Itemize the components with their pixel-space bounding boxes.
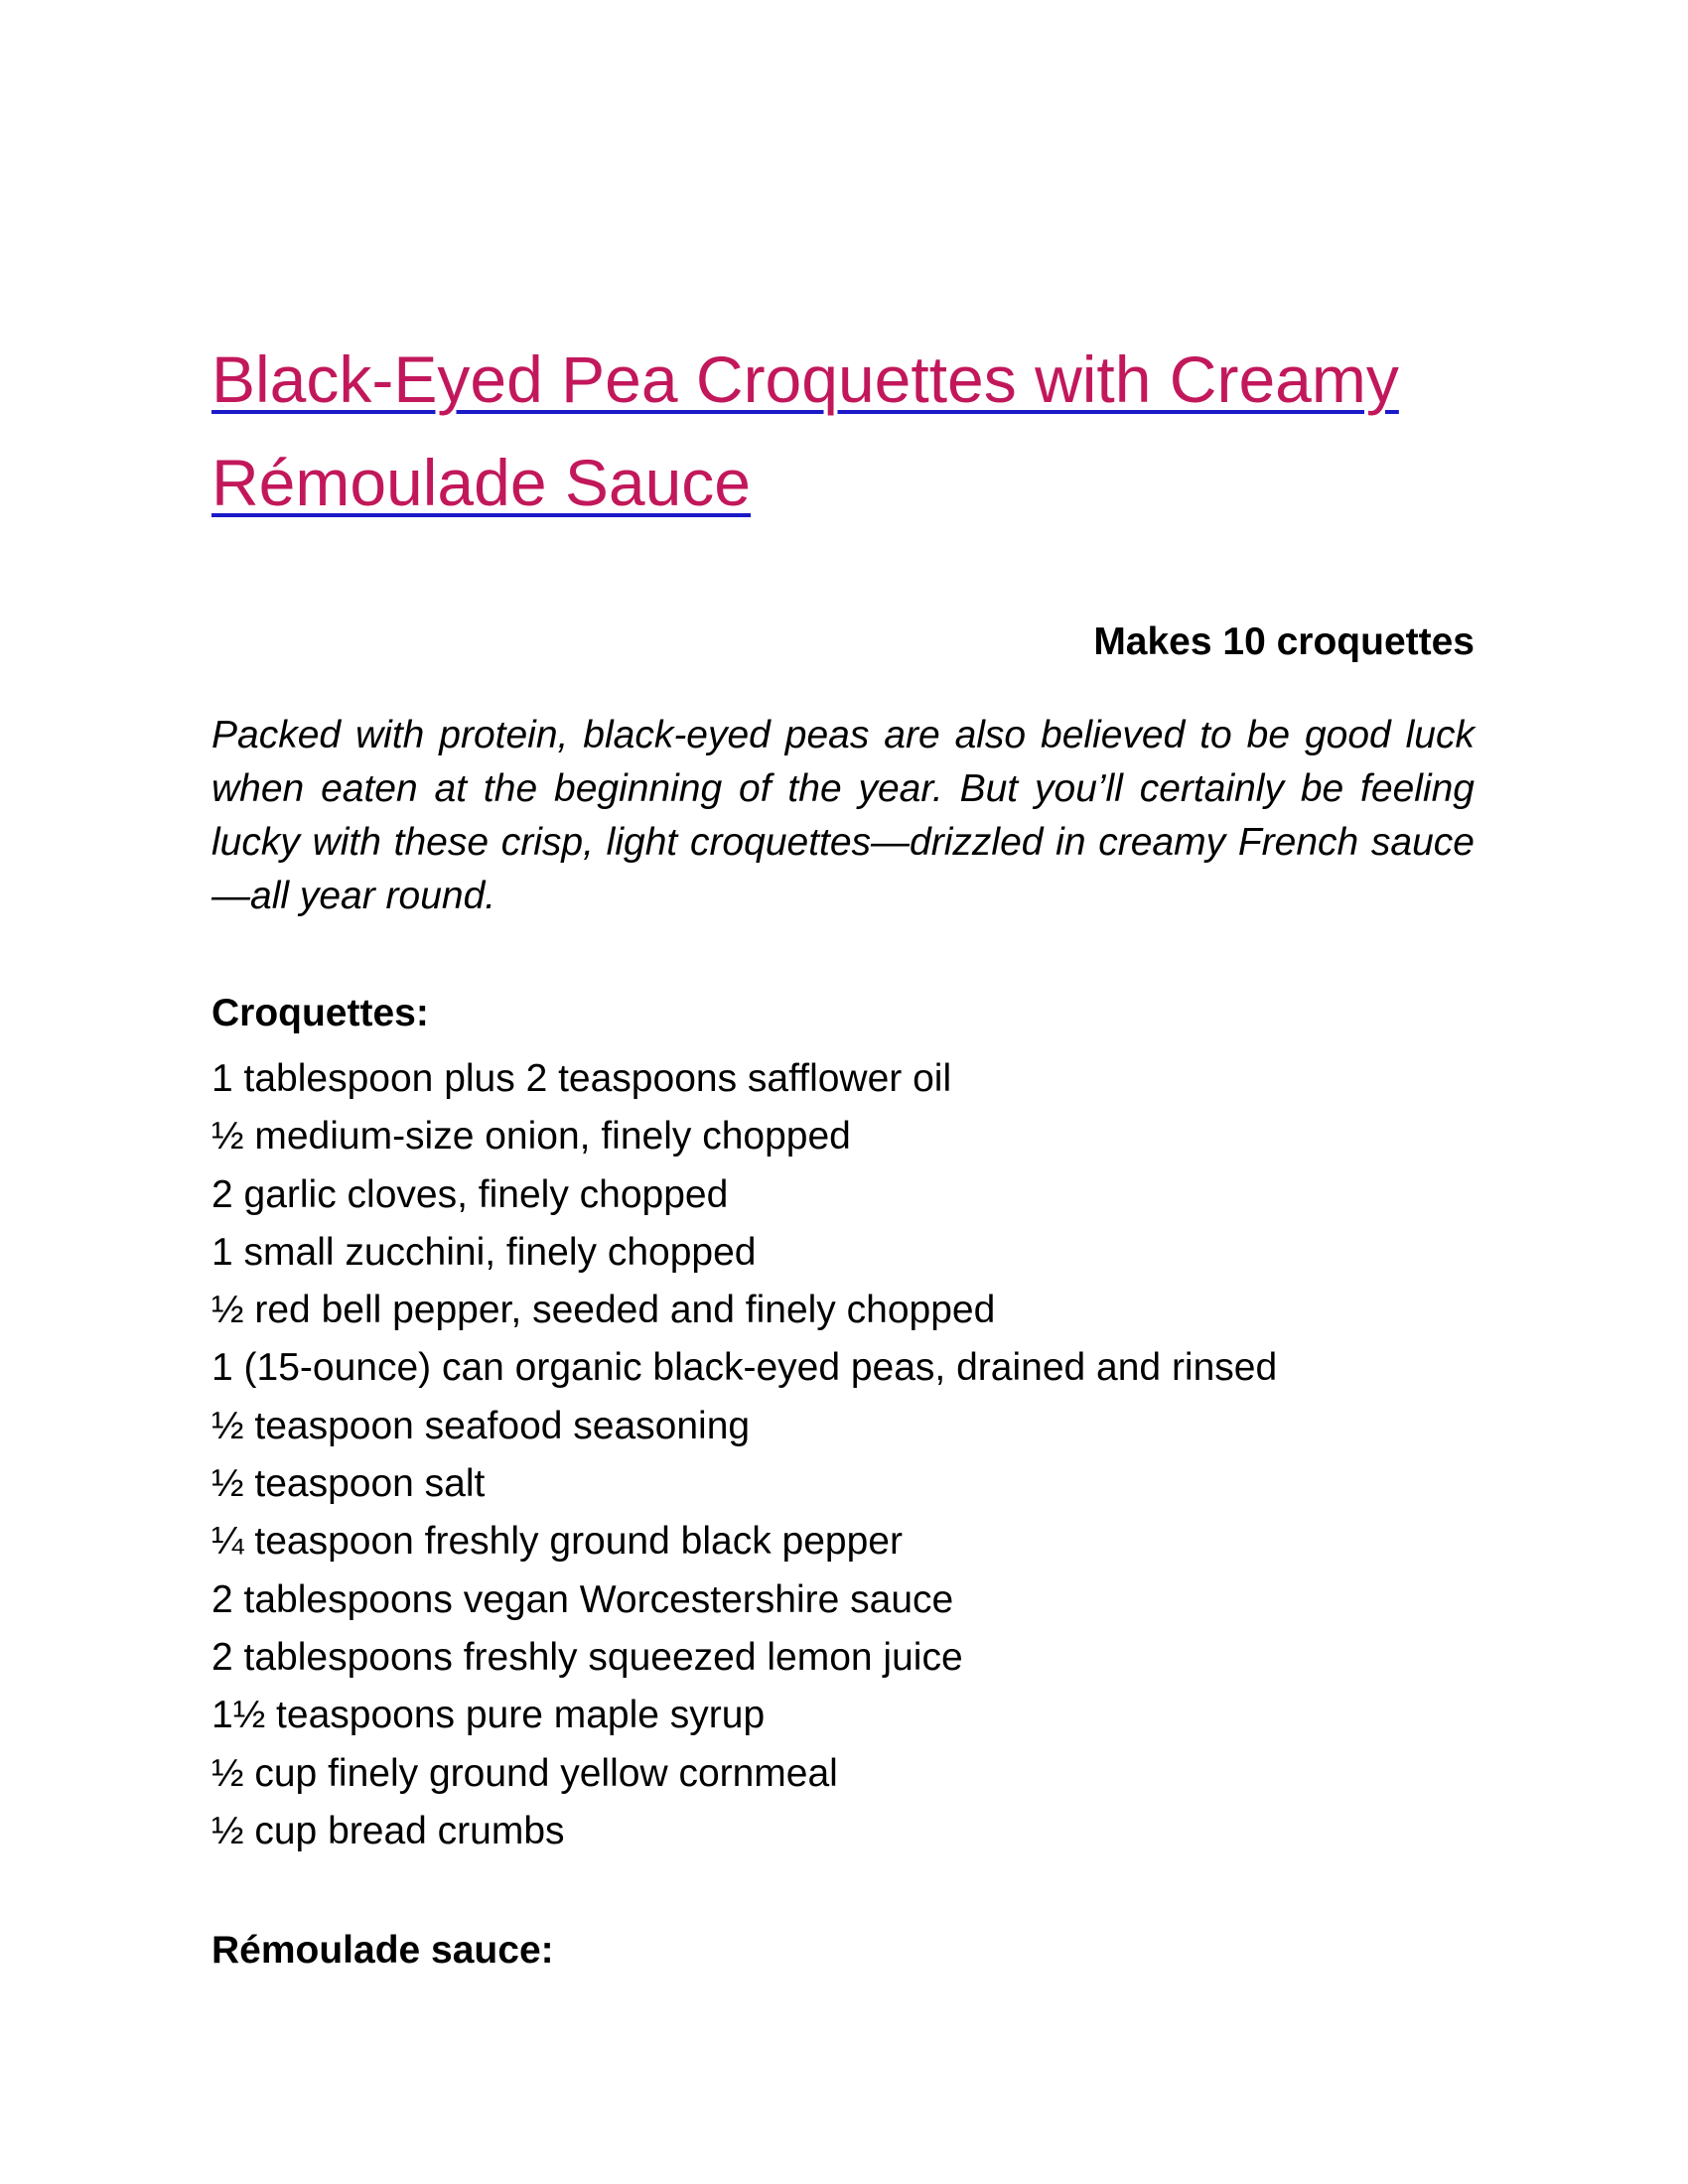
ingredient-item: ½ medium-size onion, finely chopped bbox=[211, 1115, 851, 1159]
croquettes-ingredient-list bbox=[211, 1050, 1475, 1860]
ingredient-item: ½ cup finely ground yellow cornmeal bbox=[211, 1751, 838, 1795]
recipe-page bbox=[211, 328, 1475, 1974]
ingredient-item: ½ teaspoon salt bbox=[211, 1462, 486, 1506]
ingredient-item: 1 tablespoon plus 2 teaspoons safflower oil bbox=[211, 1057, 952, 1100]
ingredient-item: 2 tablespoons vegan Worcestershire sauce bbox=[211, 1577, 954, 1621]
ingredient-item: 1 (15-ounce) can organic black-eyed peas, drained and rinsed bbox=[211, 1346, 1278, 1390]
sauce-heading: Rémoulade sauce: bbox=[211, 1929, 554, 1973]
ingredient-item: ½ cup bread crumbs bbox=[211, 1809, 565, 1852]
croquettes-heading: Croquettes: bbox=[211, 992, 429, 1034]
recipe-title-link[interactable]: Black-Eyed Pea Croquettes with Creamy Rémoulade Sauce bbox=[211, 342, 1399, 519]
ingredient-item: 1 small zucchini, finely chopped bbox=[211, 1230, 757, 1274]
ingredient-item: ¼ teaspoon freshly ground black pepper bbox=[211, 1520, 903, 1564]
recipe-intro: Packed with protein, black-eyed peas are also believed to be good luck when eaten at the beginning of the year. But you’ll certainly be feeling lucky with these crisp, light croquettes—drizzled in creamy French sauce—all year round. bbox=[211, 714, 1475, 917]
ingredient-item: ½ red bell pepper, seeded and finely chopped bbox=[211, 1289, 996, 1332]
recipe-yield: Makes 10 croquettes bbox=[1093, 620, 1475, 663]
ingredient-item: ½ teaspoon seafood seasoning bbox=[211, 1404, 751, 1447]
ingredient-item: 1½ teaspoons pure maple syrup bbox=[211, 1694, 766, 1737]
ingredient-item: 2 garlic cloves, finely chopped bbox=[211, 1172, 729, 1216]
ingredient-item: 2 tablespoons freshly squeezed lemon juice bbox=[211, 1635, 963, 1679]
